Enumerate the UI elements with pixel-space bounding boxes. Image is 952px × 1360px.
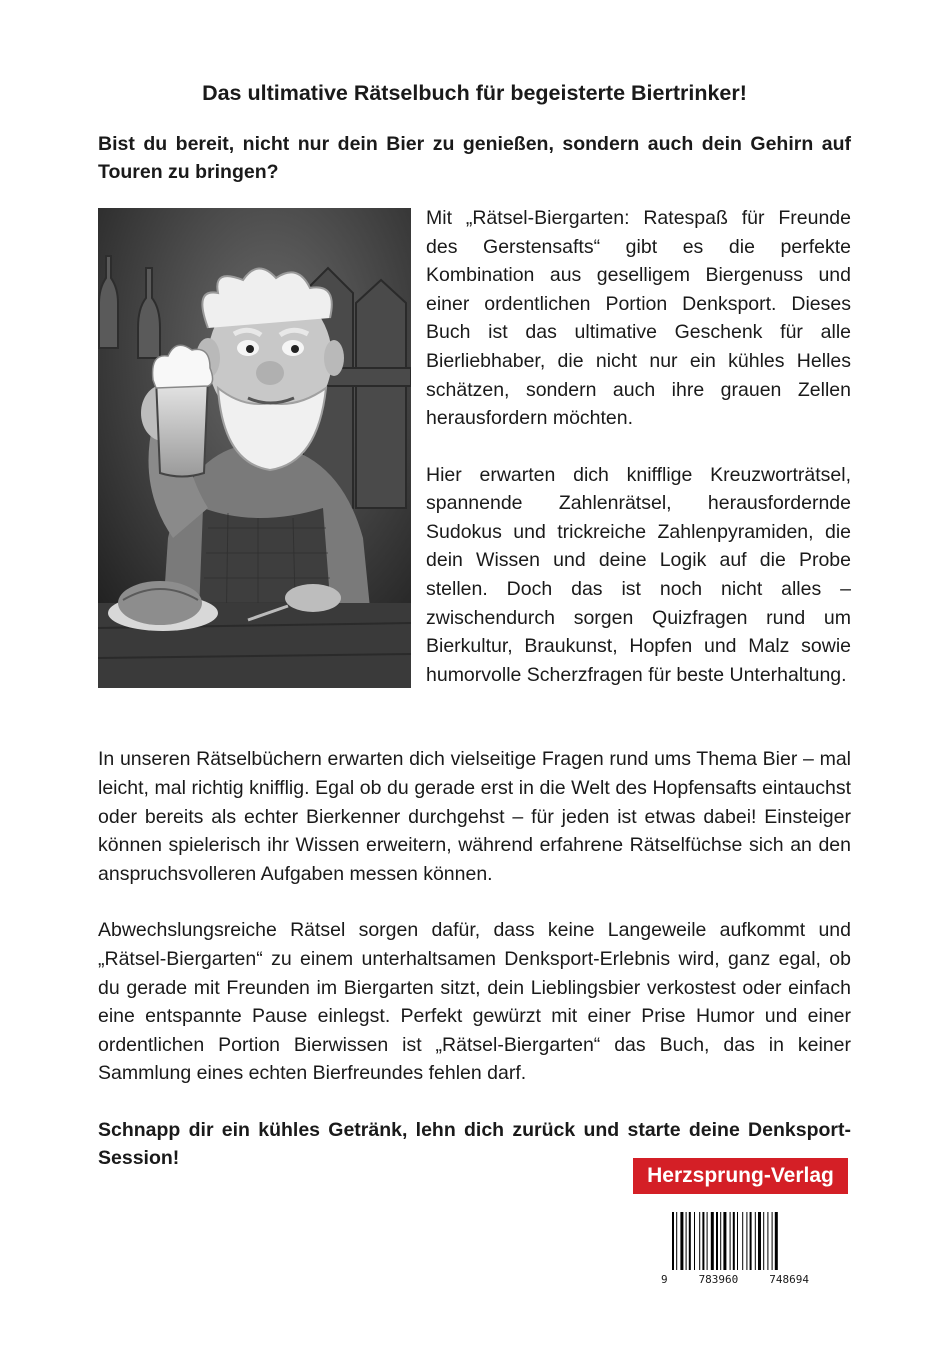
barcode-bar xyxy=(716,1212,718,1270)
barcode-bar xyxy=(755,1212,756,1270)
barcode-left-group: 783960 xyxy=(698,1273,739,1286)
barcode-right-group: 748694 xyxy=(769,1273,809,1286)
barcode-bar xyxy=(772,1212,773,1270)
barcode-bar xyxy=(737,1212,738,1270)
barcode-bar xyxy=(689,1212,691,1270)
barcode-bar xyxy=(676,1212,677,1270)
barcode-bar xyxy=(699,1212,700,1270)
back-cover xyxy=(98,80,851,1172)
barcode-bar xyxy=(750,1212,752,1270)
intro-section xyxy=(98,208,851,718)
barcode-bar xyxy=(723,1212,726,1270)
barcode-bar xyxy=(686,1212,687,1270)
barcode-bar xyxy=(733,1212,735,1270)
barcode-bar xyxy=(680,1212,683,1270)
barcode-bar xyxy=(702,1212,704,1270)
barcode-bar xyxy=(763,1212,764,1270)
barcode-bar xyxy=(720,1212,721,1270)
intro-paragraph: Mit „Rätsel-Biergarten: Ratespaß für Freunde des Gerstensafts“ gibt es die perfekte Kombination aus geselligem Biergenuss und einer ordentlichen Portion Denksport. Dieses Buch ist das ultimative Geschenk für alle Bierliebhaber, die nicht nur ein kühles Helles schätzen, sondern auch ihre grauen Zellen herausfordern möchten. xyxy=(426,206,851,430)
lead-question: Bist du bereit, nicht nur dein Bier zu genießen, sondern auch dein Gehirn auf Touren zu bringen? xyxy=(98,132,851,183)
barcode-bars xyxy=(660,1210,810,1274)
publisher-logo: Herzsprung-Verlag xyxy=(633,1158,848,1194)
closing-call-to-action: Schnapp dir ein kühles Getränk, lehn dich zurück und starte deine Denksport-Session! xyxy=(98,1118,851,1169)
barcode-digits xyxy=(660,1273,810,1286)
body-paragraph: In unseren Rätselbüchern erwarten dich vielseitige Fragen rund ums Thema Bier – mal leicht, mal richtig knifflig. Egal ob du gerade erst in die Welt des Hopfensafts eintauchst oder bereits als echter Bierkenner durchgehst – für jeden ist etwas dabei! Einsteiger können spielerisch ihr Wissen erweitern, während erfahrene Rätselfüchse sich an den anspruchsvolleren Aufgaben messen können. xyxy=(98,748,851,885)
intro-paragraph: Hier erwarten dich knifflige Kreuzworträtsel, spannende Zahlenrätsel, herausfordernde Sudokus und trickreiche Zahlenpyramiden, die dein Wissen und deine Logik auf die Probe stellen. Doch das ist noch nicht alles – zwischendurch sorgen Quizfragen rund um Bierkultur, Braukunst, Hopfen und Malz sowie humorvolle Scherzfragen für beste Unterhaltung. xyxy=(426,463,851,686)
body-text xyxy=(98,745,851,1088)
headline: Das ultimative Rätselbuch für begeisterte Biertrinker! xyxy=(202,81,747,105)
body-paragraph: Abwechslungsreiche Rätsel sorgen dafür, dass keine Langeweile aufkommt und „Rätsel-Biergarten“ zu einem unterhaltsamen Denksport-Erlebnis wird, ganz egal, ob du gerade mit Freunden im Biergarten sitzt, dein Lieblingsbier verkostest oder einfach eine entspannte Pause einlegst. Perfekt gewürzt mit einer Prise Humor und einer ordentlichen Portion Bierwissen ist „Rätsel-Biergarten“ das Buch, das in keiner Sammlung eines echten Bierfreundes fehlen darf. xyxy=(98,919,851,1085)
barcode-bar xyxy=(707,1212,708,1270)
barcode-bar xyxy=(758,1212,761,1270)
illustration-old-man-with-beer xyxy=(98,208,411,688)
barcode-bar xyxy=(746,1212,747,1270)
barcode-bar xyxy=(767,1212,768,1270)
intro-text xyxy=(426,208,851,718)
barcode-bar xyxy=(672,1212,674,1270)
barcode-bar xyxy=(775,1212,778,1270)
barcode-lead-digit: 9 xyxy=(661,1273,668,1286)
barcode-bar xyxy=(694,1212,695,1270)
barcode-bar xyxy=(742,1212,743,1270)
barcode-bar xyxy=(711,1212,714,1270)
barcode-bar xyxy=(730,1212,731,1270)
isbn-barcode xyxy=(660,1210,810,1290)
